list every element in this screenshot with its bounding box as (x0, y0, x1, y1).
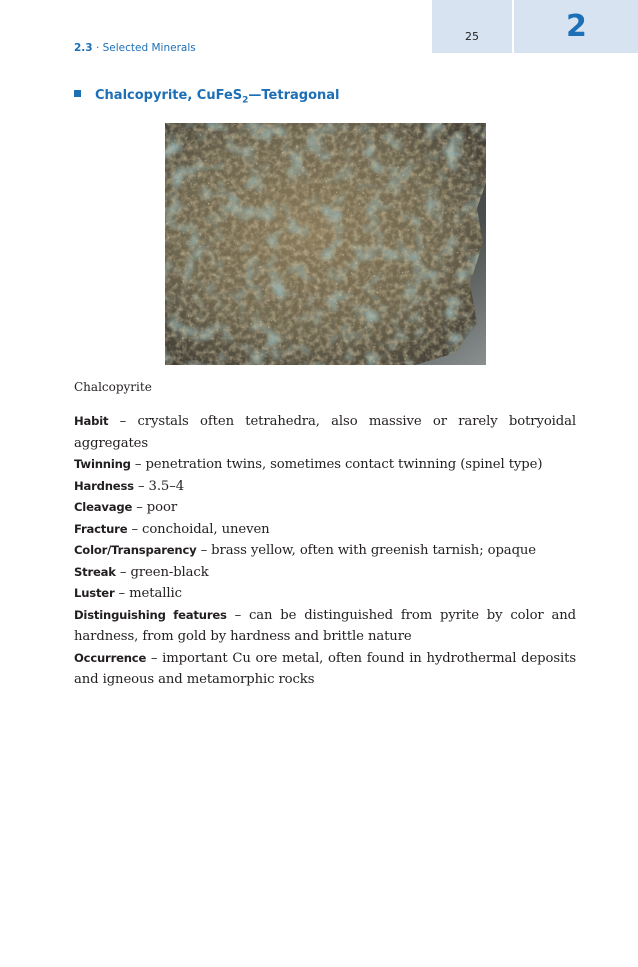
property-term: Distinguishing features (74, 607, 227, 622)
property-term: Hardness (74, 478, 134, 493)
property-desc: – can be distinguished from pyrite by color and hardness, from gold by hardness and brittle nature (74, 607, 577, 644)
mineral-heading (74, 88, 339, 106)
property-term: Fracture (74, 521, 128, 536)
chapter-number: 2 (566, 9, 587, 44)
property-hardness (74, 476, 576, 498)
page-number-box (432, 0, 512, 53)
property-term: Cleavage (74, 500, 133, 514)
figure-caption: Chalcopyrite (74, 380, 152, 394)
property-desc: – conchoidal, uneven (127, 521, 270, 537)
page-number: 25 (465, 30, 479, 43)
mineral-photo (165, 123, 486, 365)
formula-subscript: 2 (242, 95, 249, 106)
property-desc: – penetration twins, sometimes contact twinning (spinel type) (130, 457, 543, 472)
property-streak (74, 562, 576, 584)
property-term: Color/Transparency (74, 543, 197, 557)
property-term: Twinning (74, 457, 131, 471)
property-term: Habit (74, 414, 109, 428)
chalcopyrite-specimen-image (165, 123, 486, 365)
property-desc: – metallic (114, 586, 182, 601)
mineral-name: Chalcopyrite, CuFeS (95, 88, 243, 103)
property-desc: – important Cu ore metal, often found in hydrothermal deposits and igneous and metamorphic rocks (74, 650, 576, 687)
property-desc: – crystals often tetrahedra, also massive or rarely botryoidal aggregates (74, 414, 576, 451)
property-term: Streak (74, 564, 116, 579)
property-desc: – 3.5–4 (133, 478, 185, 494)
property-color-transparency (74, 540, 576, 562)
property-term: Occurrence (74, 650, 147, 665)
running-head (74, 42, 196, 54)
property-desc: – green-black (115, 564, 209, 580)
section-separator: · (92, 42, 103, 54)
property-occurrence (74, 648, 576, 691)
property-term: Luster (74, 586, 115, 600)
property-cleavage (74, 497, 576, 519)
section-name: Selected Minerals (102, 42, 196, 54)
property-desc: – brass yellow, often with greenish tarnish; opaque (196, 543, 537, 558)
chapter-tab (514, 0, 638, 53)
crystal-system: —Tetragonal (248, 88, 340, 103)
property-luster (74, 583, 576, 605)
section-number: 2.3 (74, 42, 93, 54)
property-desc: – poor (132, 500, 178, 515)
property-fracture (74, 519, 576, 541)
property-twinning (74, 454, 576, 476)
property-distinguishing-features (74, 605, 576, 648)
bullet-square-icon (74, 90, 81, 97)
property-habit (74, 411, 576, 454)
properties-list (74, 411, 576, 691)
